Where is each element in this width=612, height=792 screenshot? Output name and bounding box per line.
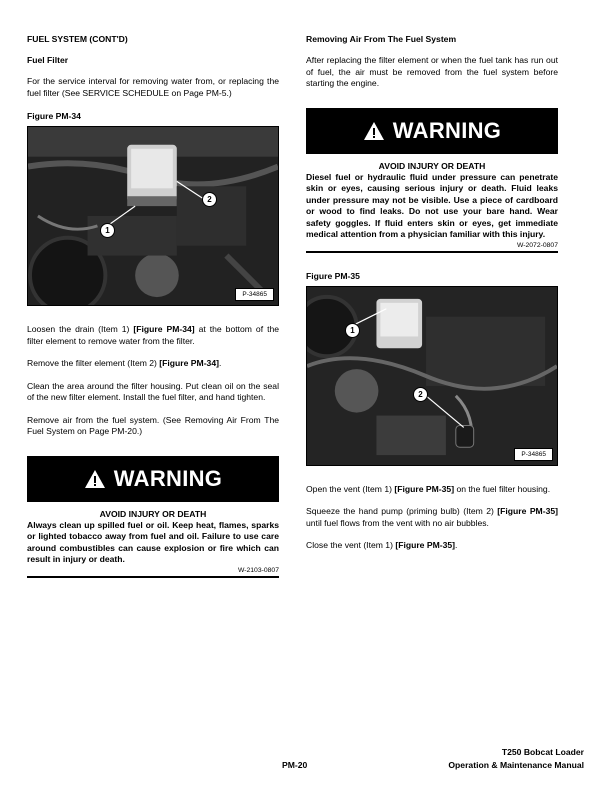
removing-air-heading: Removing Air From The Fuel System: [306, 34, 457, 44]
left-column: [27, 34, 279, 578]
warning-word: WARNING: [392, 117, 502, 143]
step-clean-install: Clean the area around the filter housing. Put clean oil on the seal of the new filter element. Install the fuel filter, and hand tighten.: [27, 380, 279, 402]
footer-manual: Operation & Maintenance Manual: [448, 760, 584, 770]
warning-text: Always clean up spilled fuel or oil. Keep heat, flames, sparks or lighted tobacco away from fuel and oil. Failure to use care around combustibles can cause explosion or fire which can result in injury or death.: [27, 519, 279, 564]
photo-code: P-34865: [514, 448, 553, 461]
callout-1: 1: [100, 223, 115, 238]
warning-banner: [27, 456, 279, 502]
warning-banner: [306, 108, 558, 154]
section-title: FUEL SYSTEM (CONT'D): [27, 34, 128, 44]
callout-2: 2: [202, 192, 217, 207]
step-remove-air: Remove air from the fuel system. (See Removing Air From The Fuel System on Page PM-20.): [27, 414, 279, 436]
step-open-vent: Open the vent (Item 1) [Figure PM-35] on the fuel filter housing.: [306, 483, 551, 494]
intro-paragraph: For the service interval for removing water from, or replacing the fuel filter (See SERVICE SCHEDULE on Page PM-5.): [27, 76, 279, 98]
figure-pm-35-photo: [306, 286, 558, 466]
step-close-vent: Close the vent (Item 1) [Figure PM-35].: [306, 540, 458, 550]
warning-rule: [27, 576, 279, 578]
callout-2: 2: [413, 387, 428, 402]
warning-rule: [306, 251, 558, 253]
right-column: [306, 34, 558, 552]
warning-code: W-2072-0807: [516, 241, 558, 249]
warning-triangle-icon: [84, 469, 106, 489]
engine-illustration: [307, 287, 557, 465]
warning-subtitle: AVOID INJURY OR DEATH: [378, 160, 486, 171]
warning-word: WARNING: [113, 465, 223, 491]
warning-code: W-2103-0807: [237, 566, 279, 574]
removing-air-intro: After replacing the filter element or when the fuel tank has run out of fuel, the air must be removed from the fuel system before starting the engine.: [306, 55, 558, 88]
callout-1: 1: [345, 323, 360, 338]
figure-label: Figure PM-35: [306, 270, 360, 281]
warning-text: Diesel fuel or hydraulic fluid under pressure can penetrate skin or eyes, causing serious injury or death. Fluid leaks under pressure may not be visible. Use a piece of cardboard or wood to find leaks. Do not use your bare hand. Wear safety goggles. If fluid enters skin or eyes, get immediate medical attention from a physician familiar with this injury.: [306, 171, 558, 239]
photo-code: P-34865: [235, 288, 274, 301]
footer-model: T250 Bobcat Loader: [501, 747, 584, 757]
step-remove-element: Remove the filter element (Item 2) [Figure PM-34].: [27, 358, 222, 368]
step-squeeze-pump: Squeeze the hand pump (priming bulb) (Item 2) [Figure PM-35] until fuel flows from the vent with no air bubbles.: [306, 506, 559, 528]
figure-label: Figure PM-34: [27, 111, 81, 121]
warning-triangle-icon: [363, 121, 385, 141]
page-number: PM-20: [282, 760, 308, 770]
figure-pm-34-photo: [27, 126, 279, 306]
warning-subtitle: AVOID INJURY OR DEATH: [99, 508, 207, 519]
engine-illustration: [28, 127, 278, 305]
step-loosen-drain: Loosen the drain (Item 1) [Figure PM-34] at the bottom of the filter element to remove water from the filter.: [27, 324, 280, 346]
footer-title: [448, 746, 584, 772]
fuel-filter-heading: Fuel Filter: [27, 55, 69, 65]
